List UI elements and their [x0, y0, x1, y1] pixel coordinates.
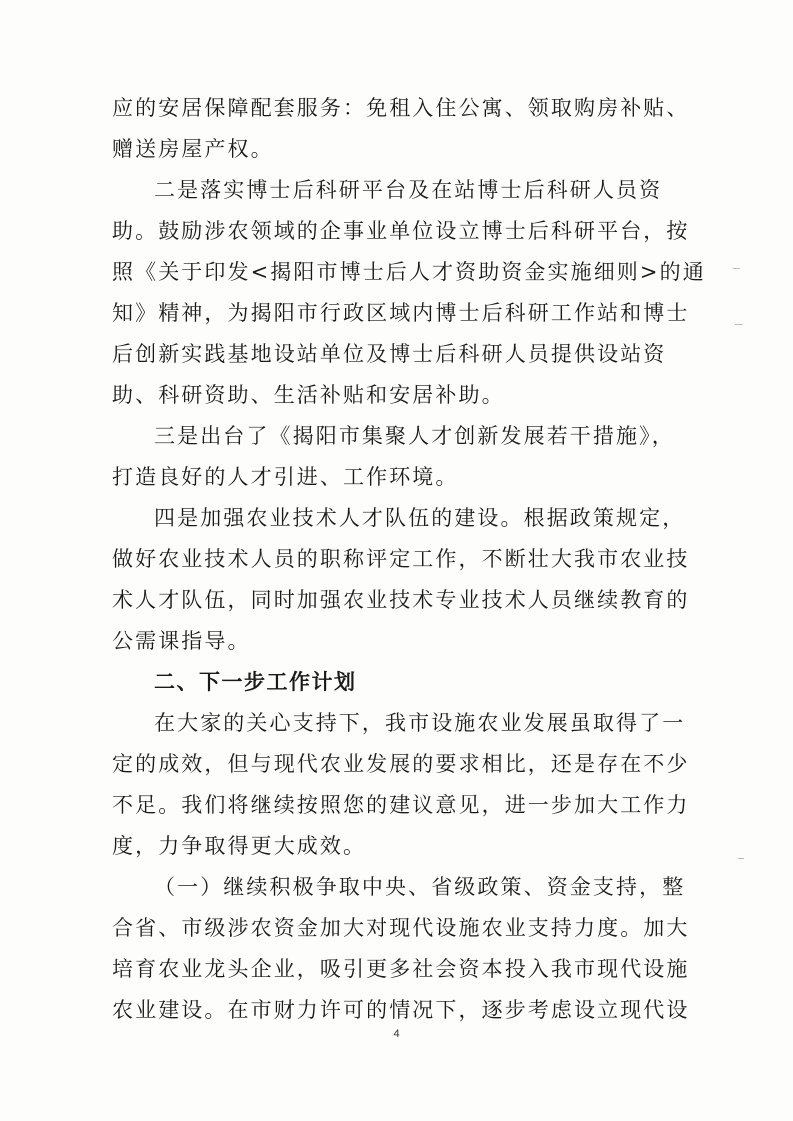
text-line: 农业建设。在市财力许可的情况下，逐步考虑设立现代设	[112, 998, 690, 1022]
paragraph-start: 三是出台了《揭阳市集聚人才创新发展若干措施》，	[154, 424, 675, 448]
text-line: 不足。我们将继续按照您的建议意见，进一步加大工作力	[112, 793, 690, 817]
paragraph-start: （一）继续积极争取中央、省级政策、资金支持，整	[154, 875, 686, 899]
text-line: 应的安居保障配套服务：免租入住公寓、领取购房补贴、	[112, 96, 690, 120]
text-line: 助。鼓励涉农领域的企事业单位设立博士后科研平台，按	[112, 219, 690, 243]
section-heading: 二、下一步工作计划	[154, 670, 357, 694]
scan-speck	[738, 858, 744, 859]
text-line: 培育农业龙头企业，吸引更多社会资本投入我市现代设施	[112, 957, 690, 981]
text-line: 度，力争取得更大成效。	[112, 834, 367, 858]
text-line: 做好农业技术人员的职称评定工作，不断壮大我市农业技	[112, 547, 690, 571]
page-number: 4	[393, 1028, 400, 1040]
text-line: 公需课指导。	[112, 629, 251, 653]
text-line: 助、科研资助、生活补贴和安居补助。	[112, 383, 505, 407]
paragraph-start: 二是落实博士后科研平台及在站博士后科研人员资	[154, 178, 663, 202]
text-line: 打造良好的人才引进、工作环境。	[112, 465, 459, 489]
text-line: 后创新实践基地设站单位及博士后科研人员提供设站资	[112, 342, 667, 366]
paragraph-start: 在大家的关心支持下，我市设施农业发展虽取得了一	[154, 711, 686, 735]
text-line: 知》精神，为揭阳市行政区域内博士后科研工作站和博士	[112, 301, 690, 325]
text-line: 术人才队伍，同时加强农业技术专业技术人员继续教育的	[112, 588, 690, 612]
scan-speck	[733, 268, 740, 269]
text-line: 赠送房屋产权。	[112, 137, 274, 161]
text-line: 定的成效，但与现代农业发展的要求相比，还是存在不少	[112, 752, 690, 776]
paragraph-start: 四是加强农业技术人才队伍的建设。根据政策规定，	[154, 506, 686, 530]
text-line: 照《关于印发<揭阳市博士后人才资助资金实施细则>的通	[112, 260, 706, 284]
scan-speck	[735, 324, 743, 325]
text-line: 合省、市级涉农资金加大对现代设施农业支持力度。加大	[112, 916, 690, 940]
document-body	[112, 88, 706, 1031]
